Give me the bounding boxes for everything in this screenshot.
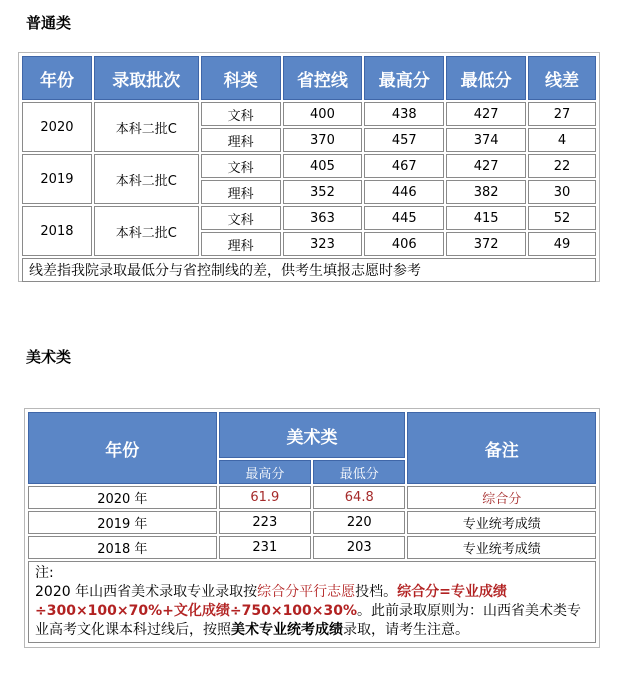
table-note [28, 561, 596, 643]
table-row [28, 536, 596, 559]
min-cell: 427 [446, 102, 526, 126]
max-cell: 223 [219, 511, 311, 534]
table-row [28, 486, 596, 509]
max-cell: 457 [364, 128, 444, 152]
note-text: 投档。 [355, 584, 398, 600]
control-cell: 352 [283, 180, 363, 204]
diff-cell: 49 [528, 232, 596, 256]
header-diff: 线差 [528, 56, 596, 100]
year-cell: 2020 年 [28, 486, 217, 509]
note-highlight-parallel: 综合分平行志愿 [257, 584, 356, 600]
header-min-score: 最低分 [313, 460, 405, 484]
control-cell: 400 [283, 102, 363, 126]
note-highlight-exam: 美术专业统考成绩 [231, 622, 343, 638]
header-batch: 录取批次 [94, 56, 199, 100]
max-cell: 446 [364, 180, 444, 204]
diff-cell: 52 [528, 206, 596, 230]
min-cell: 203 [313, 536, 405, 559]
header-control-line: 省控线 [283, 56, 363, 100]
subject-cell: 文科 [201, 154, 281, 178]
art-admission-table [26, 410, 598, 645]
note-label: 注: [35, 565, 54, 581]
batch-cell: 本科二批C [94, 206, 199, 256]
subject-cell: 理科 [201, 180, 281, 204]
control-cell: 405 [283, 154, 363, 178]
min-cell: 374 [446, 128, 526, 152]
table-row [22, 102, 596, 126]
year-cell: 2020 [22, 102, 92, 152]
max-cell: 231 [219, 536, 311, 559]
year-cell: 2019 [22, 154, 92, 204]
note-text: 录取，请考生注意。 [343, 622, 469, 638]
header-min-score: 最低分 [446, 56, 526, 100]
table-header-row [28, 412, 596, 458]
year-cell: 2018 年 [28, 536, 217, 559]
table-row [22, 206, 596, 230]
year-cell: 2019 年 [28, 511, 217, 534]
min-cell: 427 [446, 154, 526, 178]
remark-cell: 综合分 [407, 486, 596, 509]
remark-cell: 专业统考成绩 [407, 511, 596, 534]
min-cell: 415 [446, 206, 526, 230]
header-remark: 备注 [407, 412, 596, 484]
control-cell: 363 [283, 206, 363, 230]
note-formula: 综合分=专业成绩÷300×100×70%+文化成绩÷750×100×30% [35, 584, 507, 619]
min-cell: 372 [446, 232, 526, 256]
table-header-row [22, 56, 596, 100]
table-row [22, 154, 596, 178]
header-year: 年份 [28, 412, 217, 484]
diff-cell: 4 [528, 128, 596, 152]
min-cell: 220 [313, 511, 405, 534]
year-cell: 2018 [22, 206, 92, 256]
general-admission-table-frame [18, 52, 600, 282]
table-note: 线差指我院录取最低分与省控制线的差，供考生填报志愿时参考 [22, 258, 596, 282]
art-admission-table-frame [24, 408, 600, 648]
section-title-general: 普通类 [26, 14, 72, 32]
max-cell: 406 [364, 232, 444, 256]
subject-cell: 文科 [201, 206, 281, 230]
note-text: 2020 年山西省美术录取专业录取按 [35, 584, 258, 600]
min-cell: 64.8 [313, 486, 405, 509]
note-text: 。此前录取原则为：山西省美术类专业高考文化课本科过线后，按照 [35, 603, 582, 638]
control-cell: 323 [283, 232, 363, 256]
header-max-score: 最高分 [364, 56, 444, 100]
table-note-row [22, 258, 596, 282]
diff-cell: 27 [528, 102, 596, 126]
batch-cell: 本科二批C [94, 102, 199, 152]
max-cell: 445 [364, 206, 444, 230]
header-year: 年份 [22, 56, 92, 100]
subject-cell: 文科 [201, 102, 281, 126]
header-art: 美术类 [219, 412, 406, 458]
control-cell: 370 [283, 128, 363, 152]
section-title-art: 美术类 [26, 348, 72, 366]
subject-cell: 理科 [201, 232, 281, 256]
header-max-score: 最高分 [219, 460, 311, 484]
table-note-row [28, 561, 596, 643]
batch-cell: 本科二批C [94, 154, 199, 204]
max-cell: 61.9 [219, 486, 311, 509]
subject-cell: 理科 [201, 128, 281, 152]
max-cell: 438 [364, 102, 444, 126]
remark-cell: 专业统考成绩 [407, 536, 596, 559]
diff-cell: 22 [528, 154, 596, 178]
diff-cell: 30 [528, 180, 596, 204]
min-cell: 382 [446, 180, 526, 204]
header-subject: 科类 [201, 56, 281, 100]
note-body [35, 583, 589, 640]
max-cell: 467 [364, 154, 444, 178]
general-admission-table [20, 54, 598, 284]
table-row [28, 511, 596, 534]
